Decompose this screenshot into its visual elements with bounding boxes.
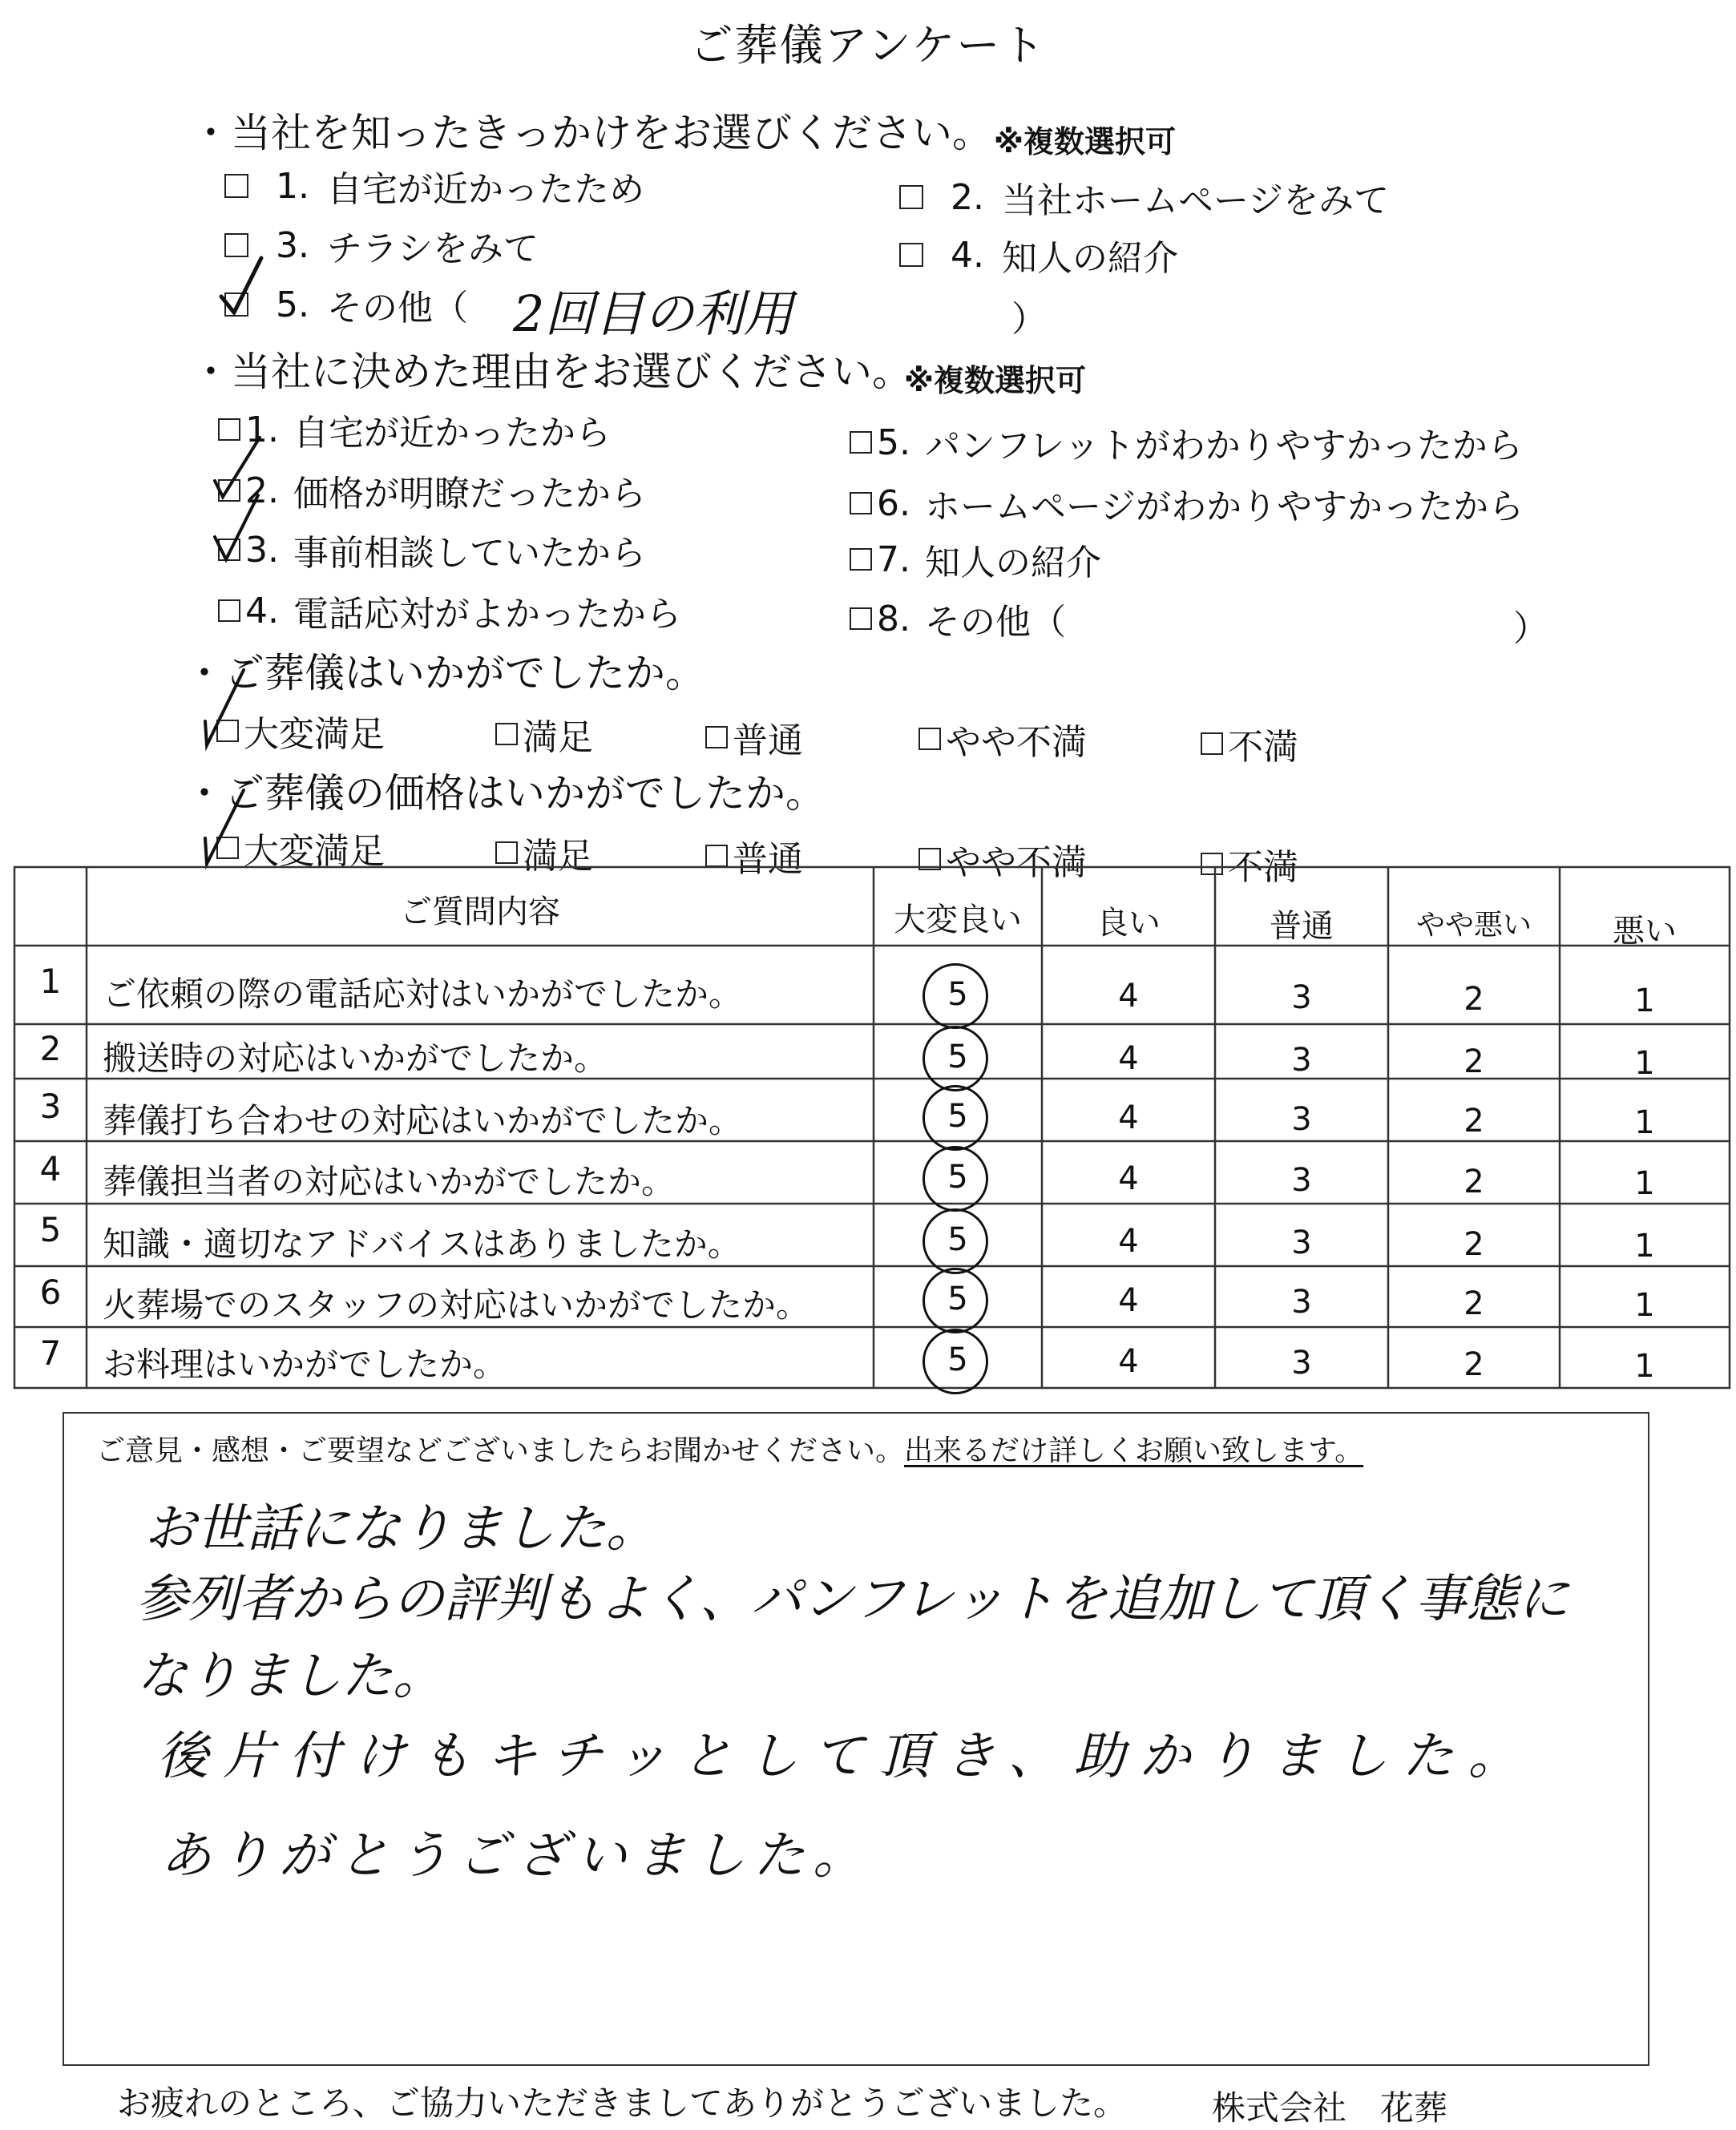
score-cell[interactable]: 1 [1634, 1104, 1655, 1141]
table-header-col-3: 普通 [1270, 908, 1334, 945]
score-cell[interactable]: 3 [1291, 979, 1312, 1016]
question-3-label: ・ご葬儀はいかがでしたか。 [184, 650, 705, 696]
score-cell[interactable]: 4 [1118, 1099, 1139, 1136]
score-cell[interactable]: 1 [1634, 982, 1655, 1019]
score-cell[interactable]: 1 [1634, 1287, 1655, 1324]
score-cell[interactable]: 2 [1463, 1164, 1484, 1200]
score-cell[interactable]: 3 [1291, 1284, 1312, 1321]
option-label: やや不満 [946, 842, 1087, 883]
option-label: 不満 [1228, 727, 1298, 768]
selected-score-circle [923, 1329, 988, 1394]
score-cell[interactable]: 1 [1634, 1045, 1655, 1082]
option-label: 自宅が近かったから [293, 413, 611, 454]
score-cell[interactable]: 4 [1118, 1040, 1139, 1077]
score-cell[interactable]: 2 [1463, 1285, 1484, 1322]
option-label: パンフレットがわかりやすかったから [924, 426, 1523, 466]
option-label: 大変満足 [244, 714, 385, 755]
row-question: 葬儀打ち合わせの対応はいかがでしたか。 [103, 1101, 743, 1140]
score-cell[interactable]: 4 [1118, 1282, 1139, 1319]
option-label: 自宅が近かったため [326, 169, 644, 210]
option-number: 2. [951, 176, 984, 218]
score-cell[interactable]: 2 [1463, 1103, 1484, 1140]
q2-close-paren: ） [1513, 608, 1548, 649]
row-number: 7 [39, 1333, 62, 1373]
option-number: 4. [245, 590, 279, 631]
score-cell[interactable]: 3 [1291, 1345, 1312, 1382]
option-label: 普通 [733, 720, 803, 761]
score-cell[interactable]: 4 [1118, 978, 1139, 1015]
score-cell[interactable]: 1 [1634, 1348, 1655, 1385]
option-number: 1. [276, 165, 309, 207]
q1-other-handwritten: 2回目の利用 [513, 284, 793, 343]
table-header-col-1: 大変良い [894, 902, 1022, 938]
score-cell[interactable]: 4 [1118, 1343, 1139, 1380]
q1-close-paren: ） [1011, 299, 1047, 340]
question-4-label: ・ご葬儀の価格はいかがでしたか。 [184, 770, 826, 817]
row-number: 5 [39, 1210, 62, 1249]
option-label: チラシをみて [326, 228, 539, 269]
handwritten-line-5: ありがとうございました。 [160, 1826, 872, 1886]
comment-prompt-text: ご意見・感想・ご要望などございましたらお聞かせください。 [96, 1434, 905, 1467]
option-label: 知人の紹介 [1001, 238, 1178, 279]
score-cell[interactable]: 3 [1291, 1224, 1312, 1261]
footer-thanks: お疲れのところ、ご協力いただきましてありがとうございました。 [117, 2084, 1128, 2123]
page-title: ご葬儀アンケート [689, 20, 1047, 71]
score-cell[interactable]: 4 [1118, 1160, 1139, 1197]
score-cell[interactable]: 5 [947, 1281, 968, 1317]
handwritten-line-4: 後片付けもキチッとして頂き、助かりました。 [157, 1727, 1534, 1786]
row-question: 火葬場でのスタッフの対応はいかがでしたか。 [103, 1285, 810, 1325]
row-number: 2 [39, 1029, 62, 1068]
option-label: 価格が明瞭だったから [293, 474, 646, 514]
option-number: 2. [245, 470, 279, 511]
table-header-col-4: やや悪い [1415, 909, 1532, 942]
option-label: 満足 [523, 717, 593, 758]
table-header-col-5: 悪い [1613, 913, 1677, 950]
score-cell[interactable]: 5 [947, 1341, 968, 1378]
handwritten-line-3: なりました。 [136, 1647, 444, 1706]
score-cell[interactable]: 5 [947, 1159, 968, 1196]
score-cell[interactable]: 4 [1118, 1223, 1139, 1260]
option-number: 8. [877, 598, 910, 639]
score-cell[interactable]: 2 [1463, 1226, 1484, 1263]
option-label: やや不満 [946, 722, 1087, 763]
row-question: 知識・適切なアドバイスはありましたか。 [103, 1224, 741, 1264]
comment-prompt-emphasis: 出来るだけ詳しくお願い致します。 [904, 1434, 1364, 1467]
score-cell[interactable]: 3 [1291, 1162, 1312, 1199]
row-question: お料理はいかがでしたか。 [103, 1345, 507, 1384]
row-question: ご依頼の際の電話応対はいかがでしたか。 [103, 974, 743, 1014]
option-label: 不満 [1228, 847, 1298, 888]
row-number: 3 [39, 1087, 62, 1126]
score-cell[interactable]: 5 [947, 1221, 968, 1258]
question-1-note: ※複数選択可 [994, 124, 1176, 159]
score-cell[interactable]: 1 [1634, 1165, 1655, 1202]
row-number: 1 [39, 962, 62, 1001]
footer-company: 株式会社 花葬 [1212, 2088, 1448, 2128]
option-number: 1. [245, 409, 279, 450]
score-cell[interactable]: 3 [1291, 1101, 1312, 1138]
handwritten-line-2: 参列者からの評判もよく、パンフレットを追加して頂く事態に [136, 1570, 1569, 1629]
option-number: 6. [877, 482, 910, 524]
option-label: 事前相談していたから [293, 533, 646, 574]
score-cell[interactable]: 5 [947, 1098, 968, 1135]
score-cell[interactable]: 1 [1634, 1228, 1655, 1265]
option-number: 3. [245, 529, 279, 571]
row-question: 搬送時の対応はいかがでしたか。 [103, 1039, 608, 1078]
option-label: 当社ホームページをみて [1001, 180, 1390, 221]
question-1-label: ・当社を知ったきっかけをお選びください。 [191, 110, 992, 156]
selected-score-circle [923, 1208, 988, 1274]
option-number: 4. [951, 234, 984, 276]
score-cell[interactable]: 2 [1463, 981, 1484, 1018]
option-label: 電話応対がよかったから [293, 594, 681, 635]
option-number: 5. [276, 284, 309, 325]
option-number: 3. [276, 224, 309, 266]
selected-score-circle [923, 963, 988, 1029]
comment-prompt [96, 1428, 1363, 1469]
selected-score-circle [923, 1085, 988, 1151]
score-cell[interactable]: 3 [1291, 1042, 1312, 1079]
table-header-question: ご質問内容 [400, 894, 560, 930]
option-label: 普通 [733, 839, 803, 880]
table-header-col-2: 良い [1096, 905, 1161, 942]
row-number: 6 [39, 1273, 62, 1312]
row-number: 4 [39, 1149, 62, 1188]
score-cell[interactable]: 5 [947, 976, 968, 1013]
question-2-note: ※複数選択可 [904, 363, 1086, 398]
option-label: ホームページがわかりやすかったから [924, 486, 1524, 527]
selected-score-circle [923, 1268, 988, 1333]
row-question: 葬儀担当者の対応はいかがでしたか。 [103, 1162, 676, 1201]
selected-score-circle [923, 1146, 988, 1212]
option-label: 大変満足 [244, 831, 385, 872]
option-number: 7. [877, 539, 910, 580]
score-cell[interactable]: 2 [1463, 1043, 1484, 1080]
score-cell[interactable]: 5 [947, 1039, 968, 1075]
handwritten-line-1: お世話になりました。 [144, 1499, 657, 1559]
option-label: 満足 [523, 836, 593, 877]
selected-score-circle [923, 1026, 988, 1091]
option-label: 知人の紹介 [924, 543, 1101, 583]
question-2-label: ・当社に決めた理由をお選びください。 [191, 349, 912, 395]
option-label: その他（ [326, 288, 468, 329]
option-number: 5. [877, 422, 910, 463]
option-label: その他（ [924, 602, 1066, 643]
score-cell[interactable]: 2 [1463, 1346, 1484, 1383]
